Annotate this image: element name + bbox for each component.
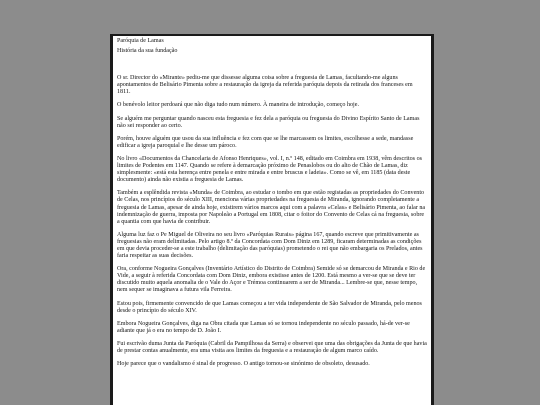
paragraph: Estou pois, firmemente convencido de que Lamas começou a ter vida independente de São Salvador de Miranda, pelo menos desde o princípio do século XIV. (117, 300, 422, 314)
document-page (113, 36, 431, 405)
paragraph: Hoje parece que o vandalismo é sinal de progresso. O antigo tornou-se sinónimo de obsoleto, desusado. (117, 361, 370, 368)
paragraph: Porém, houve alguém que usou da sua influência e fez com que se lhe marcassem os limites, escolhesse a sede, mandasse edificar a igreja paroquial e lhe desse um pároco. (117, 135, 414, 149)
paragraph: No livro «Documentos da Chancelaria de Afonso Henriques», vol. I, n.º 148, editado em Coimbra em 1938, vêm descritos os limites de Podentes em 1147. Quando se refere à demarcação próximo de Penaslobos ou do alto de Chão de Lamas, diz simplesmente: «está esta herença entre penela e entre mirada e entre bruscus e ladeia». Como se vê, em 1185 (data deste documento) ainda não existia a freguesia de Lamas. (117, 155, 422, 184)
document-subtitle: História da sua fundação (117, 48, 178, 55)
paragraph: Fui escrivão duma Junta da Paróquia (Cabril da Pampilhosa da Serra) e observei que uma das obrigações da Junta de que havia de prestar contas anualmente, era uma visita aos limites da freguesia e a restauração de algum marco caído. (117, 340, 427, 354)
document-title: Paróquia de Lamas (117, 38, 164, 44)
paragraph: Se alguém me perguntar quando nasceu esta freguesia e fez dela a paróquia ou freguesia do Divino Espírito Santo de Lamas não sei responder ao certo. (117, 115, 420, 129)
paragraph: Também a esplêndida revista «Munda» de Coimbra, ao estudar o tombo em que estão registadas as propriedades do Convento de Celas, nos princípios do século XIII, menciona várias propriedades na freguesia de Miranda, ignorando completamente a freguesia de Lamas, apesar de ainda hoje, existirem vários marcos aqui com a palavra «Celas» e Belisário Pimenta, ao falar na indemnização de guerra, imposta por Napoleão a Portugal em 1808, citar o foitor do Convento de Celas cá na freguesia, sobre a quantia com que havia de contribuir. (117, 190, 426, 225)
paragraph: Ora, conforme Nogueira Gonçalves (Inventário Artístico do Distrito de Coimbra) Semide só se demarcou de Miranda e Rio de Vide, a seguir à referida Concordata com Dom Diniz, embora existisse antes de 1200. Está mesmo a ver-se que se deve ter discutido muito aquela anomalia de o Vale do Açor e Trémoa continuarem a ser de Miranda... Lembre-se que, nesse tempo, nem sequer se imaginava a futura vila Ferreira. (117, 266, 426, 294)
paragraph: Alguma luz faz o Pe Miguel de Oliveira no seu livro «Paróquias Rurais» página 167, quando escreve que primitivamente as freguesias não eram delimitadas. Pelo artigo 8.º da Concordata com Dom Diniz em 1289, ficaram determinadas as condições em que devia proceder-se a este trabalho (delimitação das paróquias) prometendo o rei que não embargaria os Prelados, antes faria respeitar as suas decisões. (117, 231, 423, 260)
paragraph: O sr. Director do «Mirante» pediu-me que dissesse alguma coisa sobre a freguesia de Lamas, facultando-me alguns apontamentos de Belisário Pimenta sobre a restauração da igreja da referida paróquia depois da retirada dos franceses em 1811. (117, 75, 413, 96)
paragraph: O benévolo leitor perdoará que não diga tudo num número. À maneira de introdução, começo hoje. (117, 102, 359, 109)
paragraph: Embora Nogueira Gonçalves, diga na Obra citada que Lamas só se tornou independente no século passado, há-de ver-se adiante que já o era no tempo de D. João I. (117, 320, 410, 334)
